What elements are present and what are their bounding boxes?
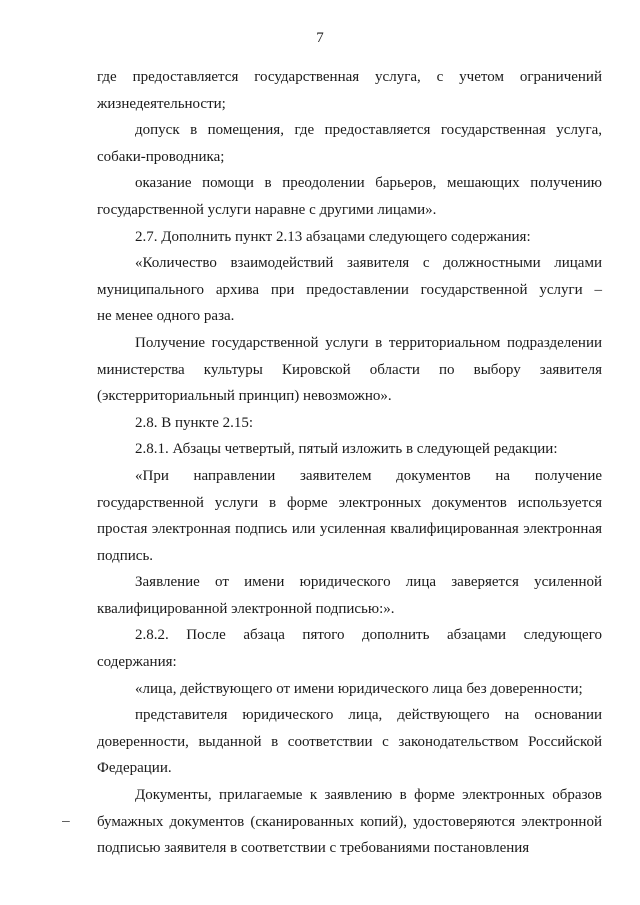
paragraph: [97, 170, 602, 223]
text-line: Получение государственной услуги в территориальном подразделении: [135, 334, 602, 351]
text-line: подписью заявителя в соответствии с требованиями постановления: [97, 840, 530, 857]
paragraph: [97, 702, 602, 782]
paragraph: [97, 117, 602, 170]
paragraph: [97, 436, 602, 463]
text-line: муниципального архива при предоставлении государственной услуги –: [97, 281, 602, 298]
text-line: Федерации.: [97, 760, 172, 777]
text-line: 2.8.1. Абзацы четвертый, пятый изложить в следующей редакции:: [135, 441, 558, 458]
text-line: жизнедеятельности;: [97, 95, 226, 112]
text-line: собаки-проводника;: [97, 148, 225, 165]
paragraph: [97, 676, 602, 703]
margin-dash-mark: –: [62, 812, 70, 828]
text-line: «Количество взаимодействий заявителя с должностными лицами: [135, 255, 602, 272]
text-line: квалифицированной электронной подписью:».: [97, 600, 395, 617]
text-line: Документы, прилагаемые к заявлению в форме электронных образов: [135, 787, 602, 804]
text-line: где предоставляется государственная услуга, с учетом ограничений: [97, 69, 602, 85]
text-line: «лица, действующего от имени юридического лица без доверенности;: [135, 680, 583, 697]
paragraph: [97, 569, 602, 622]
text-line: государственной услуги наравне с другими лицами».: [97, 201, 437, 218]
text-line: не менее одного раза.: [97, 308, 235, 325]
text-line: 2.8.2. После абзаца пятого дополнить абзацами следующего содержания:: [97, 627, 602, 671]
paragraph: [97, 250, 602, 330]
text-line: «При направлении заявителем документов на получение: [135, 467, 602, 484]
paragraph: [97, 330, 602, 410]
paragraph: [97, 782, 602, 862]
text-line: 2.7. Дополнить пункт 2.13 абзацами следующего содержания:: [135, 228, 531, 245]
paragraph: [97, 224, 602, 251]
text-line: допуск в помещения, где предоставляется государственная услуга,: [135, 122, 602, 139]
text-line: оказание помощи в преодолении барьеров, мешающих получению: [135, 175, 602, 192]
text-line: представителя юридического лица, действующего на основании: [135, 707, 602, 724]
text-line: министерства культуры Кировской области по выбору заявителя: [97, 361, 602, 378]
paragraph: [97, 622, 602, 675]
text-line: (экстерриториальный принцип) невозможно».: [97, 388, 392, 405]
paragraph: [97, 463, 602, 569]
page-number: 7: [316, 30, 324, 46]
text-line: простая электронная подпись или усиленная квалифицированная электронная: [97, 521, 602, 538]
document-body: [97, 64, 602, 862]
text-line: государственной услуги в форме электронных документов используется: [97, 494, 602, 511]
paragraph: [97, 410, 602, 437]
text-line: доверенности, выданной в соответствии с законодательством Российской: [97, 733, 602, 750]
text-line: 2.8. В пункте 2.15:: [135, 414, 254, 431]
text-line: Заявление от имени юридического лица заверяется усиленной: [135, 574, 602, 591]
text-line: бумажных документов (сканированных копий), удостоверяются электронной: [97, 813, 602, 830]
paragraph: [97, 64, 602, 117]
text-line: подпись.: [97, 547, 154, 564]
